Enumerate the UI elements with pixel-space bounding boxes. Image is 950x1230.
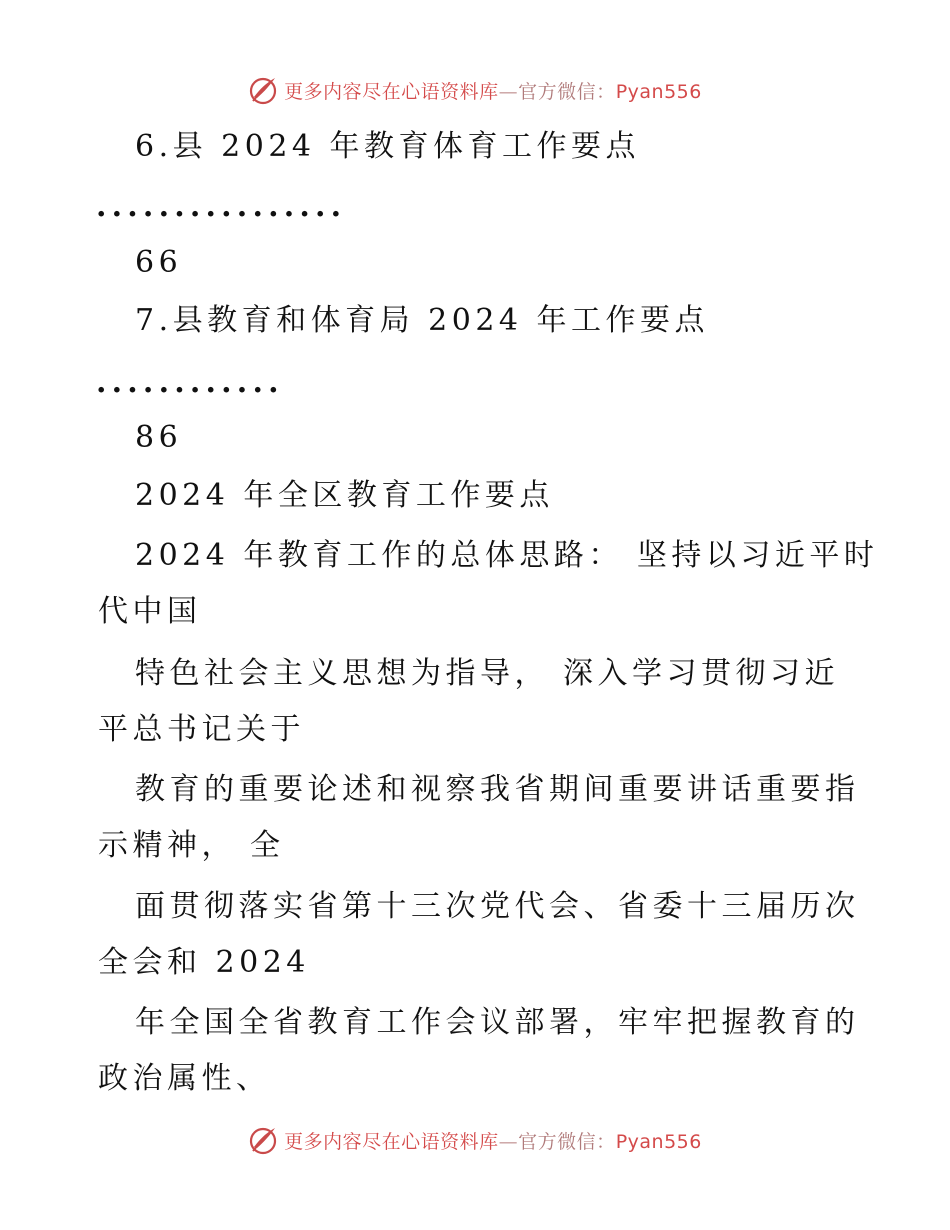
watermark-separator: —	[498, 1130, 519, 1153]
watermark-wechat-label: 官方微信：	[518, 1130, 616, 1153]
watermark-wechat-id: Pyan556	[615, 80, 702, 103]
toc-item-6-title: 6.县 2024 年教育体育工作要点	[135, 129, 641, 164]
toc-item-7-page: 86	[135, 420, 183, 455]
paragraph-line: 教育的重要论述和视察我省期间重要讲话重要指	[135, 772, 860, 807]
paragraph-line: 2024 年教育工作的总体思路： 坚持以习近平时	[135, 538, 879, 573]
watermark-main: 更多内容尽在心语资料库	[284, 1130, 499, 1153]
toc-item-7-title: 7.县教育和体育局 2024 年工作要点	[135, 303, 710, 338]
paragraph-line: 平总书记关于	[98, 712, 305, 747]
toc-item-6-leader: ................	[96, 189, 347, 224]
section-heading: 2024 年全区教育工作要点	[135, 478, 554, 513]
paragraph-line: 示精神， 全	[98, 828, 285, 863]
watermark-separator: —	[498, 80, 519, 103]
watermark-text	[284, 1127, 702, 1154]
watermark-banner-bottom	[0, 1120, 950, 1160]
paragraph-line: 政治属性、	[98, 1061, 271, 1096]
toc-item-7-leader: ............	[96, 365, 284, 400]
paragraph-line: 代中国	[98, 594, 202, 629]
quill-logo-icon	[248, 75, 278, 105]
watermark-main: 更多内容尽在心语资料库	[284, 80, 499, 103]
watermark-wechat-id: Pyan556	[615, 1130, 702, 1153]
paragraph-line: 面贯彻落实省第十三次党代会、省委十三届历次	[135, 889, 860, 924]
watermark-banner-top	[0, 70, 950, 110]
watermark-wechat-label: 官方微信：	[518, 80, 616, 103]
toc-item-6-page: 66	[135, 245, 183, 280]
paragraph-line: 全会和 2024	[98, 945, 310, 980]
paragraph-line: 特色社会主义思想为指导， 深入学习贯彻习近	[135, 656, 840, 691]
quill-logo-icon	[248, 1125, 278, 1155]
paragraph-line: 年全国全省教育工作会议部署，牢牢把握教育的	[135, 1005, 860, 1040]
watermark-text	[284, 77, 702, 104]
